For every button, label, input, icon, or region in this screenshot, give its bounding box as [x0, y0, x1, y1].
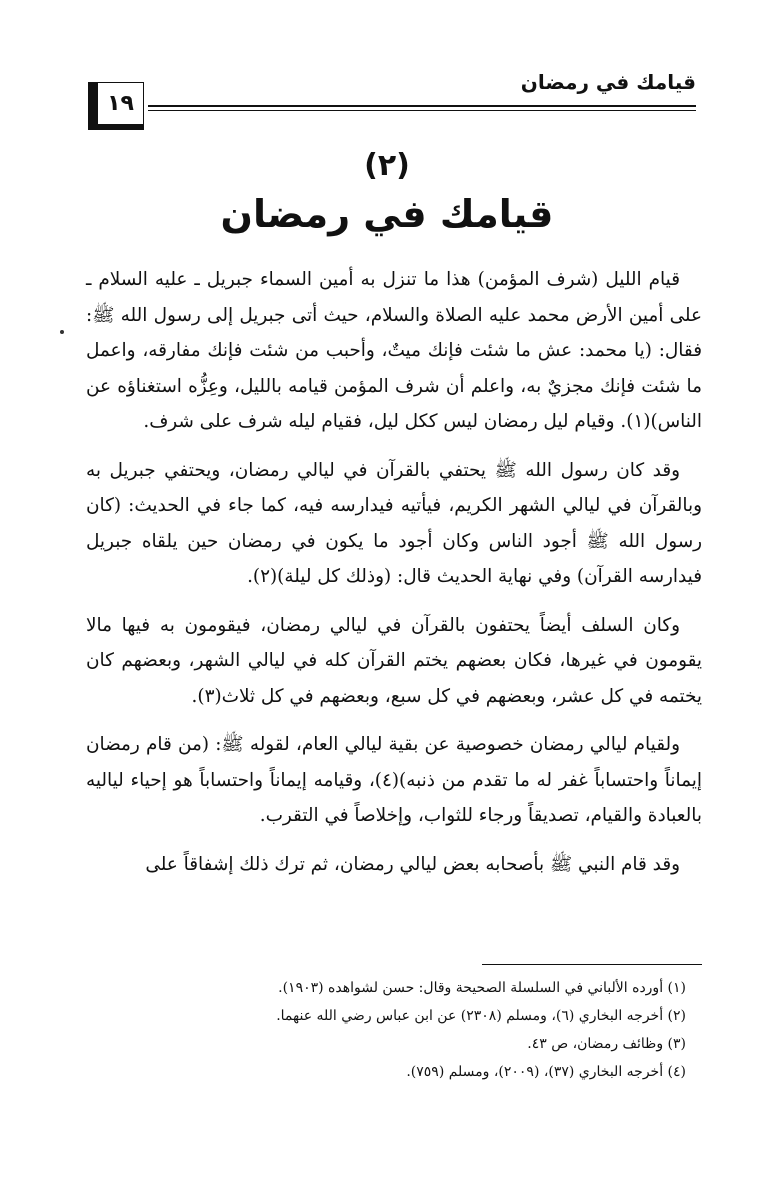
paragraph: وقد كان رسول الله ﷺ يحتفي بالقرآن في ليالي رمضان، ويحتفي جبريل به وبالقرآن في ليالي الشهر الكريم، فيأتيه فيدارسه فيه، كما جاء في الحديث: (كان رسول الله ﷺ أجود الناس وكان أجود ما يكون في رمضان حين يلقاه جبريل فيدارسه القرآن) وفي نهاية الحديث قال: (وذلك كل ليلة)(٢). — [86, 459, 702, 587]
footnote: (٣) وظائف رمضان، ص ٤٣. — [527, 1036, 686, 1052]
paragraph: وكان السلف أيضاً يحتفون بالقرآن في ليالي رمضان، فيقومون به فيها مالا يقومون في غيرها، فكان بعضهم يختم القرآن كله في ليالي الشهر، وبعضهم كان يختمه في كل عشر، وبعضهم في كل سبع، وبعضهم في كل ثلاث(٣). — [86, 614, 702, 707]
header-rule — [148, 105, 696, 107]
paragraph: ولقيام ليالي رمضان خصوصية عن بقية ليالي العام، لقوله ﷺ: (من قام رمضان إيماناً واحتساباً غفر له ما تقدم من ذنبه)(٤)، وقيامه إيماناً واحتساباً هو إحياء لياليه بالعبادة والقيام، تصديقاً ورجاء للثواب، وإخلاصاً في التقرب. — [86, 734, 702, 826]
chapter-number: (٢) — [364, 148, 410, 183]
header-rule-thin — [148, 110, 696, 111]
page-number: ١٩ — [88, 82, 144, 130]
footnote-separator — [482, 964, 702, 965]
ink-speck — [60, 330, 64, 334]
footnote: (١) أورده الألباني في السلسلة الصحيحة وقال: حسن لشواهده (١٩٠٣). — [278, 980, 686, 996]
footnotes — [86, 974, 686, 1086]
body-text — [86, 262, 702, 882]
footnote: (٢) أخرجه البخاري (٦)، ومسلم (٢٣٠٨) عن ابن عباس رضي الله عنهما. — [276, 1008, 686, 1024]
paragraph: وقد قام النبي ﷺ بأصحابه بعض ليالي رمضان، ثم ترك ذلك إشفاقاً على — [145, 853, 680, 875]
paragraph: قيام الليل (شرف المؤمن) هذا ما تنزل به أمين السماء جبريل ـ عليه السلام ـ على أمين الأرض محمد عليه الصلاة والسلام، حيث أتى جبريل إلى رسول الله ﷺ: فقال: (يا محمد: عش ما شئت فإنك ميتٌ، وأحبب من شئت فإنك مفارقه، واعمل ما شئت فإنك مجزيٌ به، واعلم أن شرف المؤمن قيامه بالليل، وعِزُّه استغناؤه عن الناس)(١). وقيام ليل رمضان ليس ككل ليل، فقيام ليله شرف على شرف. — [86, 269, 702, 432]
footnote: (٤) أخرجه البخاري (٣٧)، (٢٠٠٩)، ومسلم (٧٥٩). — [406, 1064, 686, 1080]
running-header-title: قيامك في رمضان — [520, 70, 696, 94]
chapter-title: قيامك في رمضان — [220, 192, 554, 236]
